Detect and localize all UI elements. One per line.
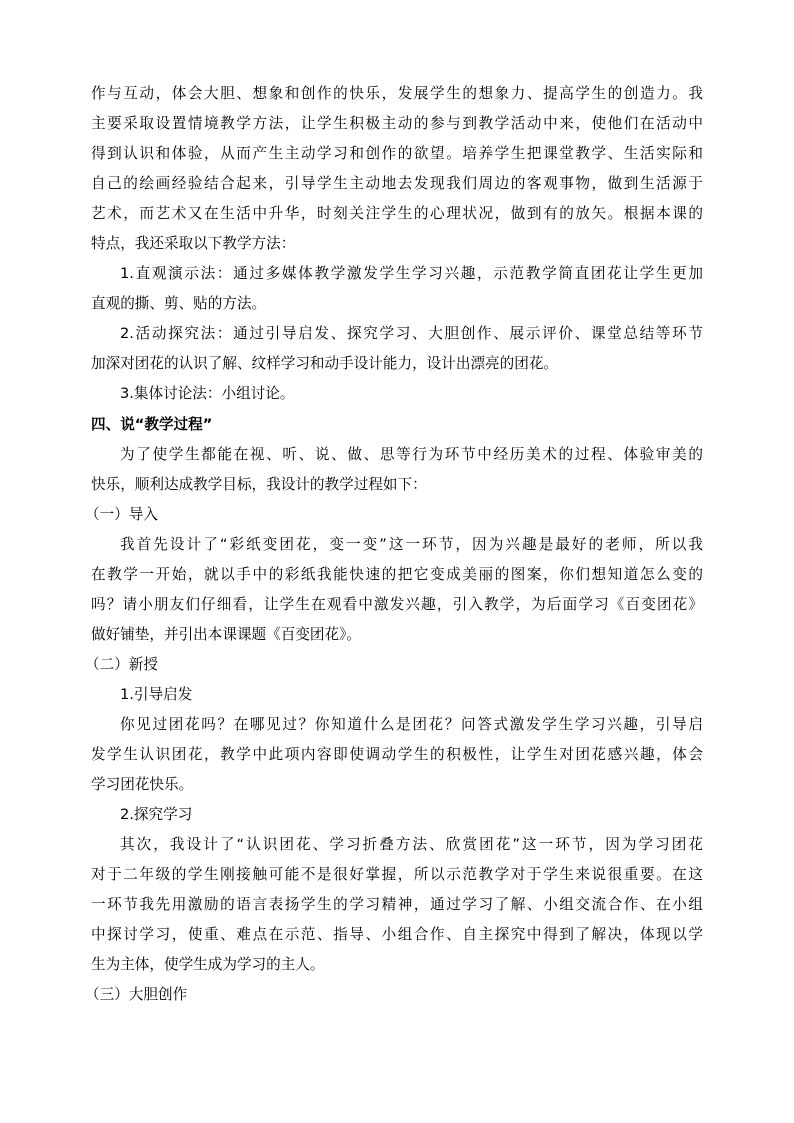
paragraph-line: 一环节我先用激励的语言表扬学生的学习精神，通过学习了解、小组交流合作、在小组 bbox=[91, 896, 703, 914]
section-heading: 四、说“教学过程” bbox=[91, 415, 213, 433]
paragraph-line: 特点，我还采取以下教学方法： bbox=[91, 235, 296, 253]
paragraph-line: 中探讨学习，使重、难点在示范、指导、小组合作、自主探究中得到了解决，体现以学 bbox=[91, 926, 703, 944]
paragraph-line: 艺术，而艺术又在生活中升华，时刻关注学生的心理状况，做到有的放矢。根据本课的 bbox=[91, 205, 703, 223]
paragraph-line: 学习团花快乐。 bbox=[91, 776, 194, 794]
paragraph-line: 发学生认识团花，教学中此项内容即使调动学生的积极性，让学生对团花感兴趣，体会 bbox=[91, 746, 703, 764]
step-heading: 1.引导启发 bbox=[120, 685, 193, 703]
paragraph-line: 为了使学生都能在视、听、说、做、思等行为环节中经历美术的过程、体验审美的 bbox=[120, 445, 703, 463]
paragraph-line: 我首先设计了“彩纸变团花，变一变”这一环节，因为兴趣是最好的老师，所以我 bbox=[120, 535, 703, 553]
paragraph-line: 其次，我设计了“认识团花、学习折叠方法、欣赏团花”这一环节，因为学习团花 bbox=[120, 836, 703, 854]
method-item-2: 2.活动探究法：通过引导启发、探究学习、大胆创作、展示评价、课堂总结等环节 bbox=[120, 325, 703, 343]
paragraph-line: 加深对团花的认识了解、纹样学习和动手设计能力，设计出漂亮的团花。 bbox=[91, 355, 559, 373]
paragraph-line: 直观的撕、剪、贴的方法。 bbox=[91, 295, 267, 313]
paragraph-line: 快乐，顺利达成教学目标，我设计的教学过程如下： bbox=[91, 475, 427, 493]
paragraph-line: 自己的绘画经验结合起来，引导学生主动地去发现我们周边的客观事物，做到生活源于 bbox=[91, 175, 703, 193]
document-page bbox=[85, 79, 703, 1010]
step-heading: 2.探究学习 bbox=[120, 806, 193, 824]
paragraph-line: 作与互动，体会大胆、想象和创作的快乐，发展学生的想象力、提高学生的创造力。我 bbox=[91, 85, 703, 102]
paragraph-line: 吗？请小朋友们仔细看，让学生在观看中激发兴趣，引入教学，为后面学习《百变团花》 bbox=[91, 595, 703, 613]
subsection-heading: （三）大胆创作 bbox=[85, 986, 188, 1004]
method-item-1: 1.直观演示法：通过多媒体教学激发学生学习兴趣，示范教学简直团花让学生更加 bbox=[120, 265, 703, 283]
subsection-heading: （二）新授 bbox=[85, 655, 158, 673]
paragraph-line: 得到认识和体验，从而产生主动学习和创作的欲望。培养学生把课堂教学、生活实际和 bbox=[91, 145, 703, 163]
paragraph-line: 做好铺垫，并引出本课课题《百变团花》。 bbox=[91, 625, 361, 643]
paragraph-line: 在教学一开始，就以手中的彩纸我能快速的把它变成美丽的图案，你们想知道怎么变的 bbox=[91, 565, 703, 583]
paragraph-line: 你见过团花吗？在哪见过？你知道什么是团花？问答式激发学生学习兴趣，引导启 bbox=[120, 715, 703, 733]
subsection-heading: （一）导入 bbox=[85, 505, 158, 523]
paragraph-line: 主要采取设置情境教学方法，让学生积极主动的参与到教学活动中来，使他们在活动中 bbox=[91, 115, 703, 133]
method-item-3: 3.集体讨论法：小组讨论。 bbox=[120, 385, 295, 403]
paragraph-line: 生为主体，使学生成为学习的主人。 bbox=[91, 956, 325, 974]
paragraph-line: 对于二年级的学生刚接触可能不是很好掌握，所以示范教学对于学生来说很重要。在这 bbox=[91, 866, 703, 884]
